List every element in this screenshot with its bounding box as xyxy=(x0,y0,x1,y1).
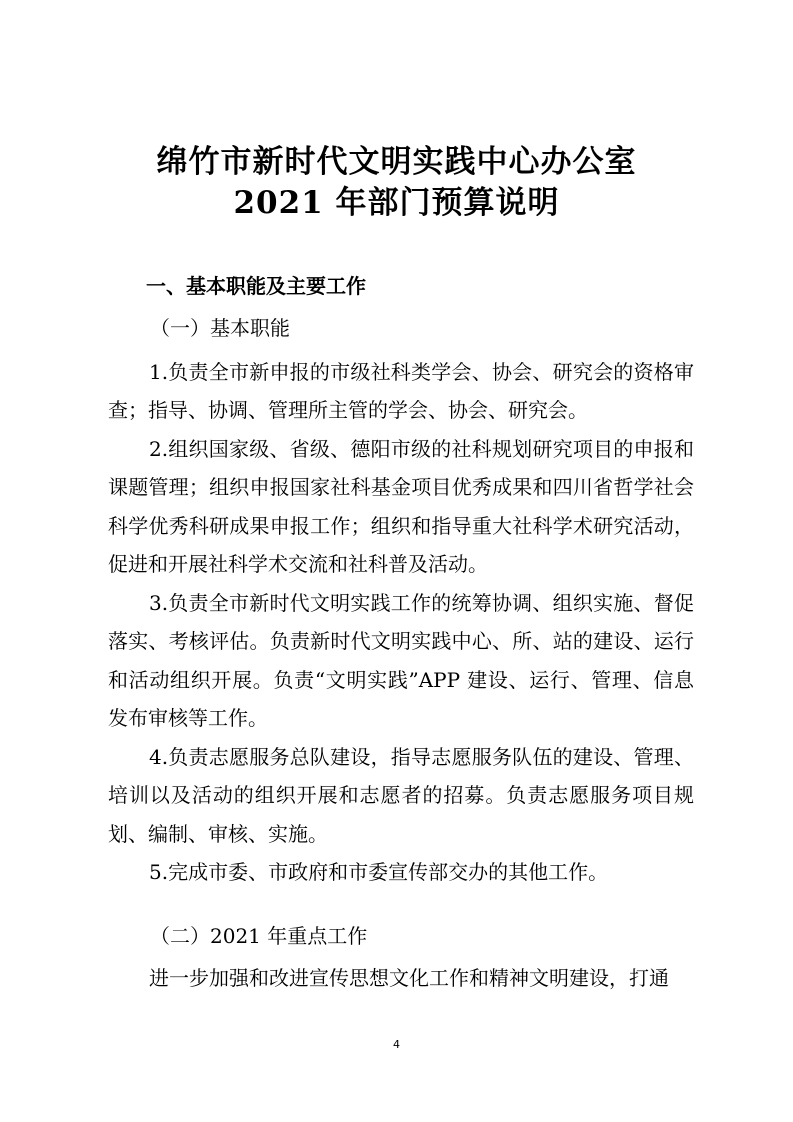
paragraph-item-5: 5.完成市委、市政府和市委宣传部交办的其他工作。 xyxy=(149,860,609,884)
paragraph-item-2: 2.组织国家级、省级、德阳市级的社科规划研究项目的申报和课题管理；组织申报国家社科基金项目优秀成果和四川省哲学社会科学优秀科研成果申报工作；组织和指导重大社科学术研究活动，促进和开展社科学术交流和社科普及活动。 xyxy=(108,437,694,577)
page-number: 4 xyxy=(393,1038,400,1051)
subsection-heading-basic-functions: （一）基本职能 xyxy=(150,316,290,340)
document-title-line2: 2021 年部门预算说明 xyxy=(233,185,560,221)
section-heading: 一、基本职能及主要工作 xyxy=(146,274,366,298)
paragraph-item-1: 1.负责全市新申报的市级社科类学会、协会、研究会的资格审查；指导、协调、管理所主管的学会、协会、研究会。 xyxy=(108,360,694,423)
paragraph-item-4: 4.负责志愿服务总队建设，指导志愿服务队伍的建设、管理、培训以及活动的组织开展和志愿者的招募。负责志愿服务项目规划、编制、审核、实施。 xyxy=(108,745,694,846)
subsection-heading-key-work: （二）2021 年重点工作 xyxy=(150,924,368,948)
paragraph-item-3: 3.负责全市新时代文明实践工作的统筹协调、组织实施、督促落实、考核评估。负责新时代文明实践中心、所、站的建设、运行和活动组织开展。负责“文明实践”APP 建设、运行、管理、信息发布审核等工作。 xyxy=(108,591,694,731)
document-title-line1: 绵竹市新时代文明实践中心办公室 xyxy=(156,144,637,180)
paragraph-key-work: 进一步加强和改进宣传思想文化工作和精神文明建设，打通 xyxy=(149,966,669,990)
